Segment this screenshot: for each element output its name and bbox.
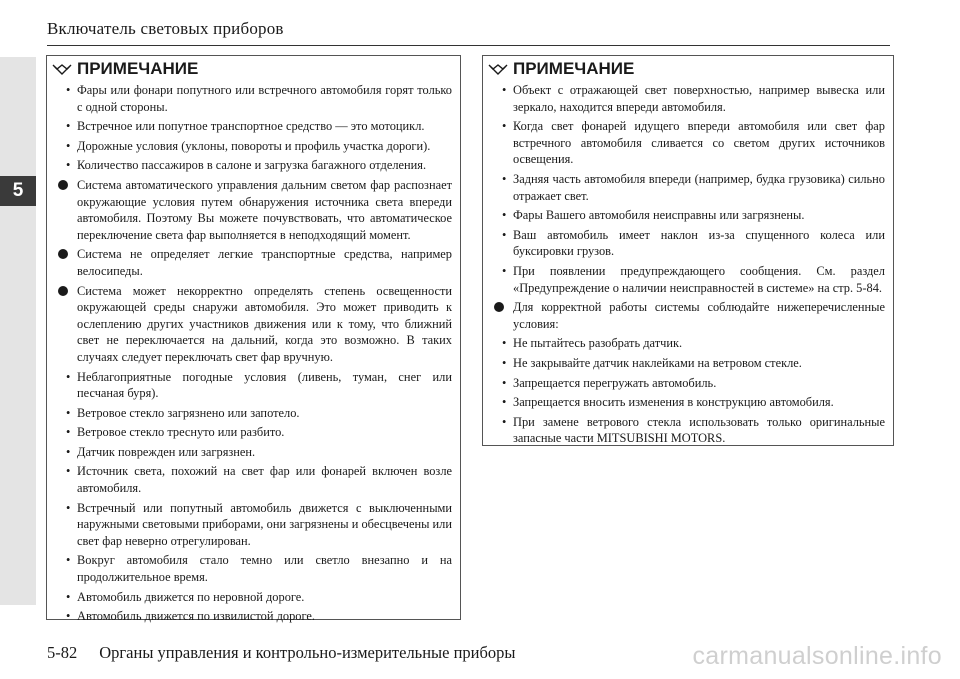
section-title: Органы управления и контрольно-измерительные приборы — [99, 643, 516, 662]
bullet-icon: • — [66, 444, 71, 459]
note-item-text: Система не определяет легкие транспортные средства, например велосипеды. — [77, 247, 452, 278]
note-list-item — [493, 82, 885, 115]
note-title: ПРИМЕЧАНИЕ — [513, 59, 635, 78]
note-list-item — [493, 263, 885, 296]
note-body-left — [47, 82, 460, 625]
note-icon — [52, 62, 72, 76]
note-list-item — [493, 207, 885, 224]
bullet-icon: • — [66, 369, 71, 384]
note-item-text: Система автоматического управления дальним светом фар распознает окружающие условия путем обнаружения источника света впереди автомобиля. Поэтому Вы можете почувствовать, что автоматическое переключение света фар выполняется в неподходящий момент. — [77, 177, 452, 242]
bullet-icon: • — [502, 208, 507, 223]
note-item-text: При появлении предупреждающего сообщения. См. раздел «Предупреждение о наличии неисправностей в системе» на стр. 5-84. — [513, 263, 885, 295]
disc-bullet-icon — [58, 286, 68, 296]
note-list-item — [57, 608, 452, 625]
bullet-icon: • — [66, 405, 71, 420]
bullet-icon: • — [502, 414, 507, 429]
note-item-text: Для корректной работы системы соблюдайте нижеперечисленные условия: — [513, 300, 885, 331]
bullet-icon: • — [502, 119, 507, 134]
bullet-icon: • — [66, 158, 71, 173]
note-list-item — [493, 335, 885, 352]
note-list-item — [493, 375, 885, 392]
bullet-icon: • — [66, 119, 71, 134]
bullet-icon: • — [502, 355, 507, 370]
note-list-item-primary — [57, 177, 452, 243]
note-item-text: Запрещается вносить изменения в конструкцию автомобиля. — [513, 395, 834, 410]
note-item-text: Неблагоприятные погодные условия (ливень, туман, снег или песчаная буря). — [77, 369, 452, 401]
note-item-text: Когда свет фонарей идущего впереди автомобиля или свет фар встречного автомобиля сливается со светом других источников освещения. — [513, 119, 885, 167]
note-list-item — [57, 405, 452, 422]
page-footer — [47, 643, 515, 663]
note-title: ПРИМЕЧАНИЕ — [77, 59, 199, 78]
disc-bullet-icon — [58, 180, 68, 190]
watermark: carmanualsonline.info — [692, 642, 942, 670]
disc-bullet-icon — [494, 302, 504, 312]
note-list-item — [57, 444, 452, 461]
bullet-icon: • — [502, 263, 507, 278]
note-item-text: Дорожные условия (уклоны, повороты и профиль участка дороги). — [77, 138, 431, 153]
note-list-item — [57, 463, 452, 496]
note-list-item — [493, 171, 885, 204]
bullet-icon: • — [502, 395, 507, 410]
note-list-item — [57, 118, 452, 135]
note-item-text: Автомобиль движется по извилистой дороге. — [77, 609, 315, 624]
bullet-icon: • — [502, 336, 507, 351]
note-list-item — [493, 227, 885, 260]
bullet-icon: • — [66, 464, 71, 479]
note-item-text: Не пытайтесь разобрать датчик. — [513, 336, 683, 351]
note-item-text: Задняя часть автомобиля впереди (например, будка грузовика) сильно отражает свет. — [513, 171, 885, 203]
note-list-item — [493, 355, 885, 372]
note-list-item-primary — [493, 299, 885, 332]
note-item-text: Вокруг автомобиля стало темно или светло внезапно и на продолжительное время. — [77, 553, 452, 585]
note-item-text: Датчик поврежден или загрязнен. — [77, 444, 256, 459]
bullet-icon: • — [66, 609, 71, 624]
disc-bullet-icon — [58, 249, 68, 259]
note-list-item — [493, 414, 885, 447]
note-item-text: Фары Вашего автомобиля неисправны или загрязнены. — [513, 208, 805, 223]
page-number: 5-82 — [47, 643, 78, 662]
note-list-item — [57, 138, 452, 155]
note-list-item — [57, 82, 452, 115]
note-item-text: Не закрывайте датчик наклейками на ветровом стекле. — [513, 355, 802, 370]
note-list-item — [57, 424, 452, 441]
bullet-icon: • — [502, 375, 507, 390]
page-header-title: Включатель световых приборов — [47, 19, 284, 38]
note-header — [47, 56, 460, 82]
bullet-icon: • — [66, 553, 71, 568]
bullet-icon: • — [66, 589, 71, 604]
note-list-item — [493, 118, 885, 168]
note-item-text: Система может некорректно определять степень освещенности окружающей среды снаружи автомобиля. Это может приводить к ослеплению других участников движения или к тому, что ближний свет не переключается на дальний, когда это возможно. В таких случаях следует переключать свет фар вручную. — [77, 283, 452, 364]
bullet-icon: • — [66, 138, 71, 153]
note-list-item-primary — [57, 283, 452, 366]
note-box-right — [482, 55, 894, 446]
note-item-text: Ветровое стекло треснуто или разбито. — [77, 425, 285, 440]
header-divider — [47, 45, 890, 46]
bullet-icon: • — [502, 227, 507, 242]
note-icon — [488, 62, 508, 76]
note-box-left — [46, 55, 461, 624]
note-header — [483, 56, 893, 82]
note-list-item-primary — [57, 246, 452, 279]
note-item-text: Количество пассажиров в салоне и загрузка багажного отделения. — [77, 158, 427, 173]
note-item-text: Источник света, похожий на свет фар или фонарей включен возле автомобиля. — [77, 464, 452, 496]
note-list-item — [57, 589, 452, 606]
note-body-right — [483, 82, 893, 447]
note-list-item — [57, 500, 452, 550]
chapter-side-band — [0, 57, 36, 605]
note-item-text: Встречное или попутное транспортное средство — это мотоцикл. — [77, 119, 425, 134]
bullet-icon: • — [66, 83, 71, 97]
bullet-icon: • — [66, 500, 71, 515]
note-item-text: Автомобиль движется по неровной дороге. — [77, 589, 305, 604]
note-item-text: Ваш автомобиль имеет наклон из-за спущенного колеса или буксировки грузов. — [513, 227, 885, 259]
chapter-tab: 5 — [0, 176, 36, 206]
note-item-text: Встречный или попутный автомобиль движется с выключенными наружными световыми приборами, они загрязнены и обесцвечены или свет фар неверно отрегулирован. — [77, 500, 452, 548]
note-item-text: При замене ветрового стекла использовать только оригинальные запасные части MITSUBISHI MOTORS. — [513, 414, 885, 446]
note-list-item — [57, 369, 452, 402]
note-item-text: Объект с отражающей свет поверхностью, например вывеска или зеркало, находится впереди автомобиля. — [513, 83, 885, 114]
note-list-item — [57, 552, 452, 585]
bullet-icon: • — [502, 171, 507, 186]
note-item-text: Запрещается перегружать автомобиль. — [513, 375, 717, 390]
note-item-text: Ветровое стекло загрязнено или запотело. — [77, 405, 300, 420]
bullet-icon: • — [502, 83, 507, 97]
note-list-item — [493, 394, 885, 411]
note-item-text: Фары или фонари попутного или встречного автомобиля горят только с одной стороны. — [77, 83, 452, 114]
note-list-item — [57, 157, 452, 174]
bullet-icon: • — [66, 425, 71, 440]
